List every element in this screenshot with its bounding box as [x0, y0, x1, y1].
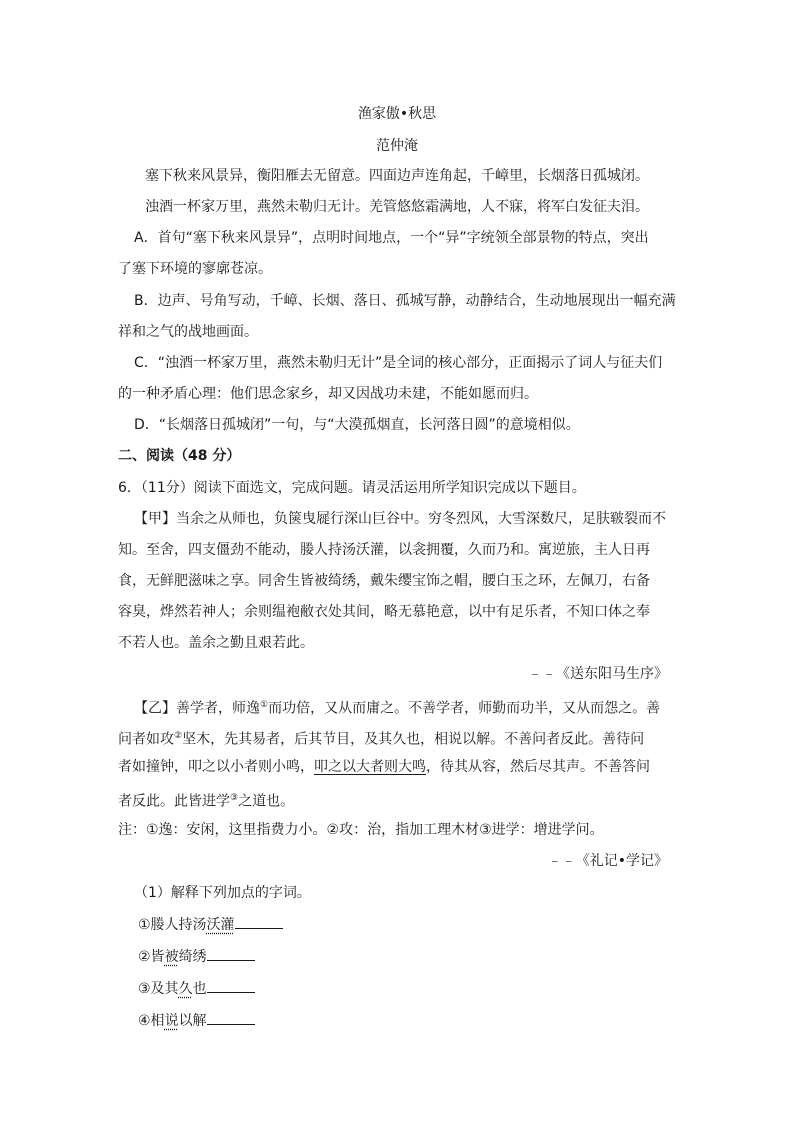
section-heading: 二、阅读（48 分） [118, 448, 241, 464]
answer-blank[interactable] [207, 946, 255, 961]
passage-yi-note: 注：①逸：安闲，这里指费力小。②攻：治，指加工理木材③进学：增进学问。 [118, 822, 604, 838]
answer-blank[interactable] [235, 914, 283, 929]
footnote-marker: ③ [230, 793, 239, 803]
text-span: 者反此。此皆进学 [118, 793, 230, 810]
text-span: 【乙】善学者，师逸 [134, 700, 260, 717]
passage-jia-line: 【甲】当余之从师也，负箧曳屣行深山巨谷中。穷冬烈风，大雪深数尺，足肤皲裂而不 [134, 511, 666, 527]
text-span: 绮绣 [178, 949, 207, 965]
answer-item [138, 946, 255, 967]
option-a-line: A．首句“塞下秋来风景异”，点明时间地点，一个“异”字统领全部景物的特点，突出 [134, 230, 649, 246]
footnote-marker: ② [174, 731, 183, 741]
option-b-line: 祥和之气的战地画面。 [118, 324, 258, 340]
poem-title: 渔家傲•秋思 [357, 106, 437, 122]
text-span: ③及其 [138, 981, 179, 997]
text-span: 坚木，先其易者，后其节目，及其久也，相说以解。不善问者反此。善待问 [182, 731, 645, 748]
passage-jia-line: 不若人也。盖余之勤且艰若此。 [118, 635, 314, 651]
text-span: 者如撞钟，叩之以小者则小鸣， [118, 759, 314, 775]
passage-yi-line [134, 695, 660, 719]
poem-line: 塞下秋来风景异，衡阳雁去无留意。四面边声连角起，千嶂里，长烟落日孤城闭。 [145, 168, 649, 184]
passage-yi-line [118, 788, 294, 812]
option-b-line: B．边声、号角写动，千嶂、长烟、落日、孤城写静，动静结合，生动地展现出一幅充满 [134, 293, 676, 309]
text-span: ，待其从容，然后尽其声。不善答问 [426, 759, 650, 775]
dotted-word: 被 [164, 949, 179, 965]
passage-jia-source: ﹣﹣《送东阳马生序》 [528, 666, 668, 682]
option-c-line: 的一种矛盾心理：他们思念家乡，却又因战功未建，不能如愿而归。 [118, 386, 538, 402]
footnote-marker: ① [260, 700, 269, 710]
dotted-word: 沃灌 [206, 917, 235, 933]
question-6-stem: 6．（11分）阅读下面选文，完成问题。请灵活运用所学知识完成以下题目。 [118, 480, 586, 496]
text-span: 而功倍，又从而庸之。不善学者，师勤而功半，又从而怨之。善 [268, 700, 661, 717]
passage-jia-line: 容臭，烨然若神人；余则缊袍敝衣处其间，略无慕艳意，以中有足乐者，不知口体之奉 [118, 604, 650, 620]
option-c-line: C．“浊酒一杯家万里，燕然未勒归无计”是全词的核心部分，正面揭示了词人与征夫们 [134, 355, 663, 371]
option-a-line: 了塞下环境的寥廓苍凉。 [118, 261, 272, 277]
answer-item [138, 914, 283, 935]
underlined-sentence: 叩之以大者则大鸣 [314, 759, 426, 775]
poem-author: 范仲淹 [376, 138, 418, 154]
passage-yi-source: ﹣﹣《礼记•学记》 [547, 853, 668, 869]
text-span: 也 [192, 981, 207, 997]
text-span: ②皆 [138, 949, 165, 965]
dotted-word: 久 [178, 981, 193, 997]
text-span: 问者如攻 [118, 731, 174, 748]
dotted-word: 说 [164, 1013, 179, 1029]
text-span: ④相 [138, 1013, 165, 1029]
text-span: ①媵人持汤 [138, 917, 207, 933]
option-d-line: D．“长烟落日孤城闭”一句，与“大漠孤烟直，长河落日圆”的意境相似。 [134, 417, 580, 433]
text-span: 之道也。 [238, 793, 295, 810]
text-span: 以解 [178, 1013, 207, 1029]
subquestion-1-prompt: （1）解释下列加点的字词。 [134, 885, 311, 901]
answer-item [138, 1010, 255, 1031]
passage-yi-line [118, 726, 644, 750]
passage-yi-line [118, 757, 650, 777]
answer-item [138, 978, 255, 999]
answer-blank[interactable] [207, 1010, 255, 1025]
passage-jia-line: 知。至舍，四支僵劲不能动，媵人持汤沃灌，以衾拥覆，久而乃和。寓逆旅，主人日再 [118, 542, 650, 558]
answer-blank[interactable] [207, 978, 255, 993]
poem-line: 浊酒一杯家万里，燕然未勒归无计。羌管悠悠霜满地，人不寐，将军白发征夫泪。 [145, 199, 649, 215]
passage-jia-line: 食，无鲜肥滋味之享。同舍生皆被绮绣，戴朱缨宝饰之帽，腰白玉之环，左佩刀，右备 [118, 573, 650, 589]
